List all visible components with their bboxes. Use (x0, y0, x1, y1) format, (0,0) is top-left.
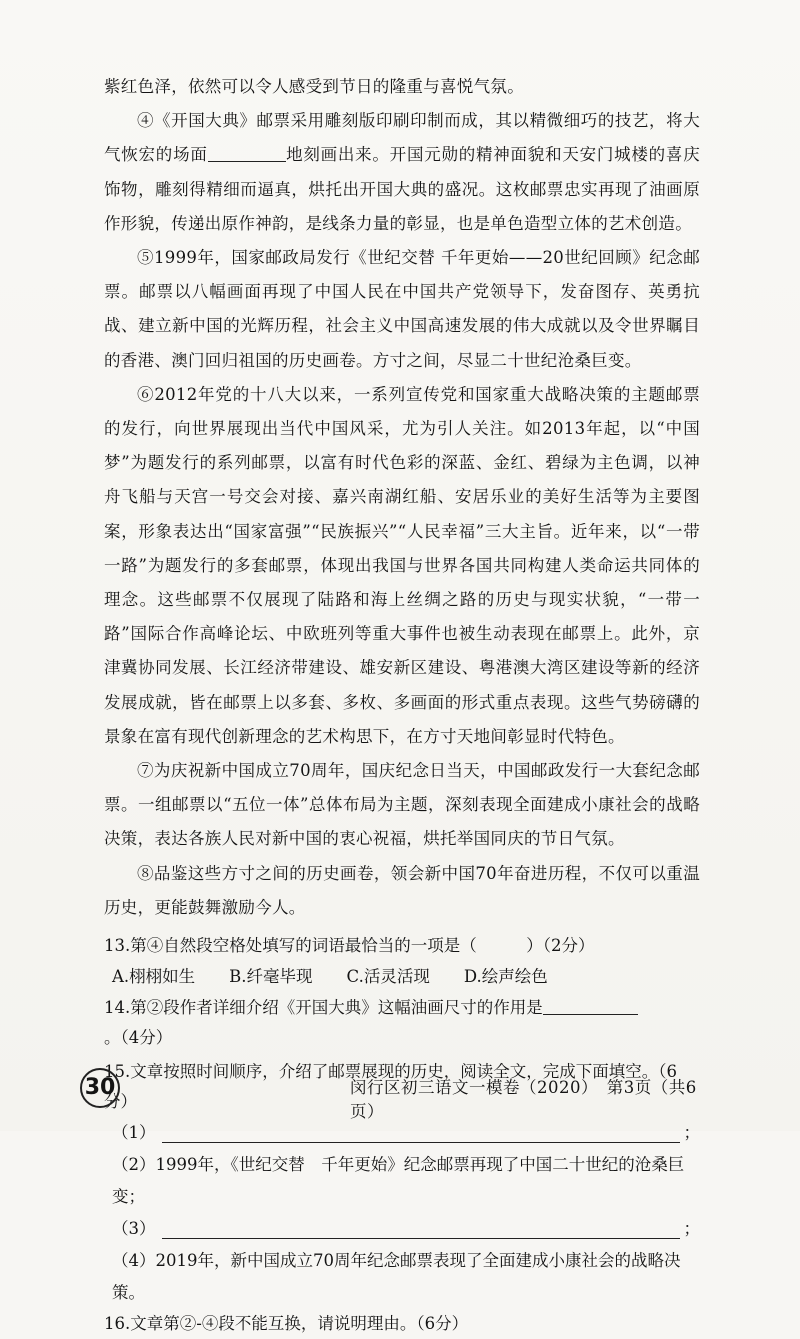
question-13-options (104, 961, 700, 993)
q15-item-2: （2）1999年，《世纪交替 千年更始》纪念邮票再现了中国二十世纪的沧桑巨变； (112, 1155, 685, 1207)
question-14-text: 14.第②段作者详细介绍《开国大典》这幅油画尺寸的作用是 (104, 998, 543, 1018)
option-c[interactable]: C.活灵活现 (346, 967, 430, 987)
q15-item-3 (104, 1213, 700, 1245)
page-content (104, 70, 700, 1339)
paragraph-6: ⑥2012年党的十八大以来，一系列宣传党和国家重大战略决策的主题邮票的发行，向世界展现出当代中国风采，尤为引人关注。如2013年起，以“中国梦”为题发行的系列邮票，以富有时代色彩的深蓝、金红、碧绿为主色调，以神舟飞船与天宫一号交会对接、嘉兴南湖红船、安居乐业的美好生活等为主要图案，形象表达出“国家富强”“民族振兴”“人民幸福”三大主旨。近年来，以“一带一路”为题发行的多套邮票，体现出我国与世界各国共同构建人类命运共同体的理念。这些邮票不仅展现了陆路和海上丝绸之路的历史与现实状貌，“一带一路”国际合作高峰论坛、中欧班列等重大事件也被生动表现在邮票上。此外，京津冀协同发展、长江经济带建设、雄安新区建设、粤港澳大湾区建设等新的经济发展成就，皆在邮票上以多套、多枚、多画面的形式重点表现。这些气势磅礴的景象在富有现代创新理念的艺术构思下，在方寸天地间彰显时代特色。 (104, 384, 700, 746)
paragraph-4-text-b: 地刻画出来。开国元勋的精神面貌和天安门城楼的喜庆饰物，雕刻得精细而逼真，烘托出开国大典的盛况。这枚邮票忠实再现了油画原作形貌，传递出原作神韵，是线条力量的彰显，也是单色造型立体的艺术创造。 (104, 145, 700, 233)
q14-answer-blank[interactable] (543, 998, 638, 1016)
option-d[interactable]: D.绘声绘色 (463, 967, 548, 987)
q15-item-3-label: （3） (112, 1219, 156, 1239)
paragraph-5: ⑤1999年，国家邮政局发行《世纪交替 千年更始——20世纪回顾》纪念邮票。邮票以八幅画面再现了中国人民在中国共产党领导下，发奋图存、英勇抗战、建立新中国的光辉历程，社会主义中国高速发展的伟大成就以及令世界瞩目的香港、澳门回归祖国的历史画卷。方寸之间，尽显二十世纪沧桑巨变。 (104, 248, 700, 370)
q15-item-1-answer-line[interactable] (162, 1120, 680, 1143)
q13-answer-blank[interactable] (208, 145, 286, 163)
question-14-stem (104, 993, 700, 1053)
page-number-badge: 30 (80, 1068, 120, 1108)
paragraph-4-text-a: ④《开国大典》邮票采用雕刻版印刷印制而成，其以精微细巧的技艺，将大气恢宏的场面 (104, 111, 700, 165)
paragraph-7: ⑦为庆祝新中国成立70周年，国庆纪念日当天，中国邮政发行一大套纪念邮票。一组邮票以“五位一体”总体布局为主题，深刻表现全面建成小康社会的战略决策，表达各族人民对新中国的衷心祝福，烘托举国同庆的节日气氛。 (104, 761, 700, 849)
paragraph-3-tail: 紫红色泽，依然可以令人感受到节日的隆重与喜悦气氛。 (104, 77, 524, 96)
q15-item-3-end: ； (683, 1219, 700, 1239)
paragraph-8: ⑧品鉴这些方寸之间的历史画卷，领会新中国70年奋进历程，不仅可以重温历史，更能鼓舞激励今人。 (104, 863, 700, 917)
question-14-score: 。（4分） (104, 1028, 173, 1048)
page-footer (80, 1068, 720, 1121)
footer-label: 闵行区初三语文一模卷（2020） 第3页（共6页） (350, 1078, 697, 1121)
q15-item-1-label: （1） (112, 1123, 156, 1143)
question-13-stem: 13.第④自然段空格处填写的词语最恰当的一项是（ ）（2分） (104, 936, 595, 956)
option-a[interactable]: A.栩栩如生 (112, 967, 196, 987)
question-16-stem: 16.文章第②-④段不能互换，请说明理由。（6分） (104, 1314, 469, 1334)
option-b[interactable]: B.纤毫毕现 (229, 967, 313, 987)
q15-item-1-end: ； (683, 1123, 700, 1143)
question-15-stem: 15.文章按照时间顺序，介绍了邮票展现的历史，阅读全文，完成下面填空。（6分） (104, 1062, 677, 1112)
paragraph-4 (104, 104, 700, 241)
q15-item-3-answer-line[interactable] (162, 1216, 680, 1239)
q15-item-4: （4）2019年，新中国成立70周年纪念邮票表现了全面建成小康社会的战略决策。 (112, 1251, 681, 1303)
